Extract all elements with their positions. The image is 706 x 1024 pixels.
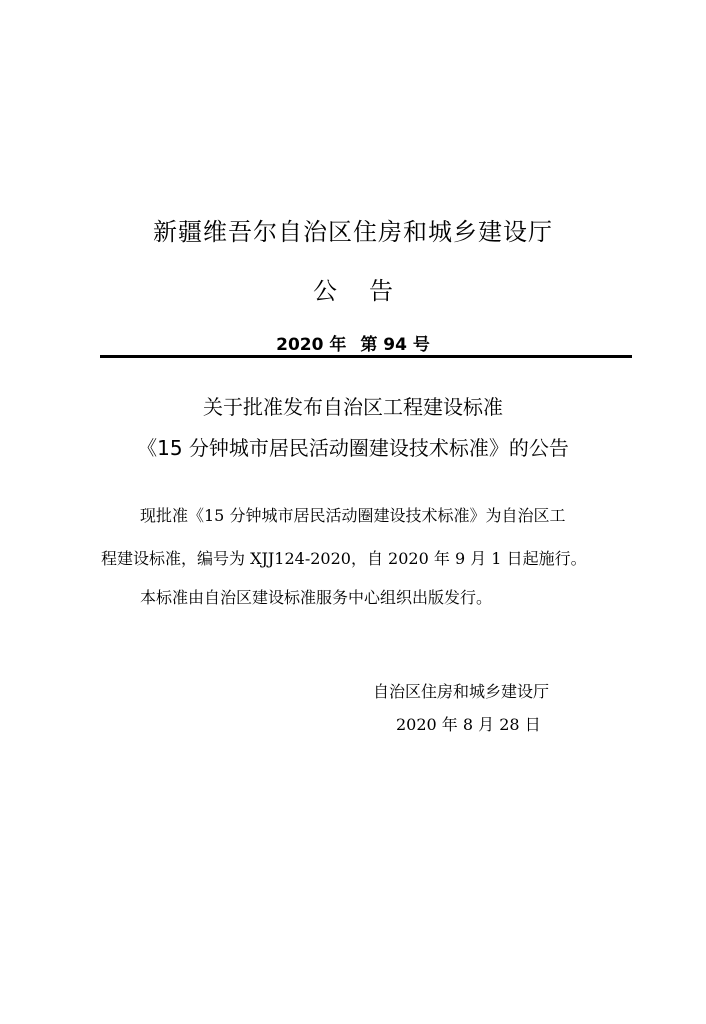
- announcement-heading: [0, 271, 706, 306]
- heading-char-right: 告: [369, 277, 393, 305]
- document-serial: 第 94 号: [360, 335, 430, 355]
- body-paragraph-2: 本标准由自治区建设标准服务中心组织出版发行。: [140, 588, 493, 607]
- heading-char-left: 公: [313, 277, 337, 305]
- signature-organization: 自治区住房和城乡建设厅: [373, 682, 550, 701]
- header-divider: [100, 355, 632, 358]
- body-paragraph-1-line-2: 程建设标准，编号为 XJJ124-2020，自 2020 年 9 月 1 日起施行。: [101, 549, 587, 568]
- issuer-name: 新疆维吾尔自治区住房和城乡建设厅: [153, 218, 553, 246]
- notice-title-line-1: 关于批准发布自治区工程建设标准: [203, 395, 503, 419]
- document-year: 2020 年: [276, 335, 347, 355]
- signature-date: 2020 年 8 月 28 日: [396, 715, 541, 734]
- document-number: [0, 330, 706, 355]
- body-paragraph-1-line-1: 现批准《15 分钟城市居民活动圈建设技术标准》为自治区工: [140, 506, 566, 525]
- notice-title-line-2: 《15 分钟城市居民活动圈建设技术标准》的公告: [137, 436, 569, 460]
